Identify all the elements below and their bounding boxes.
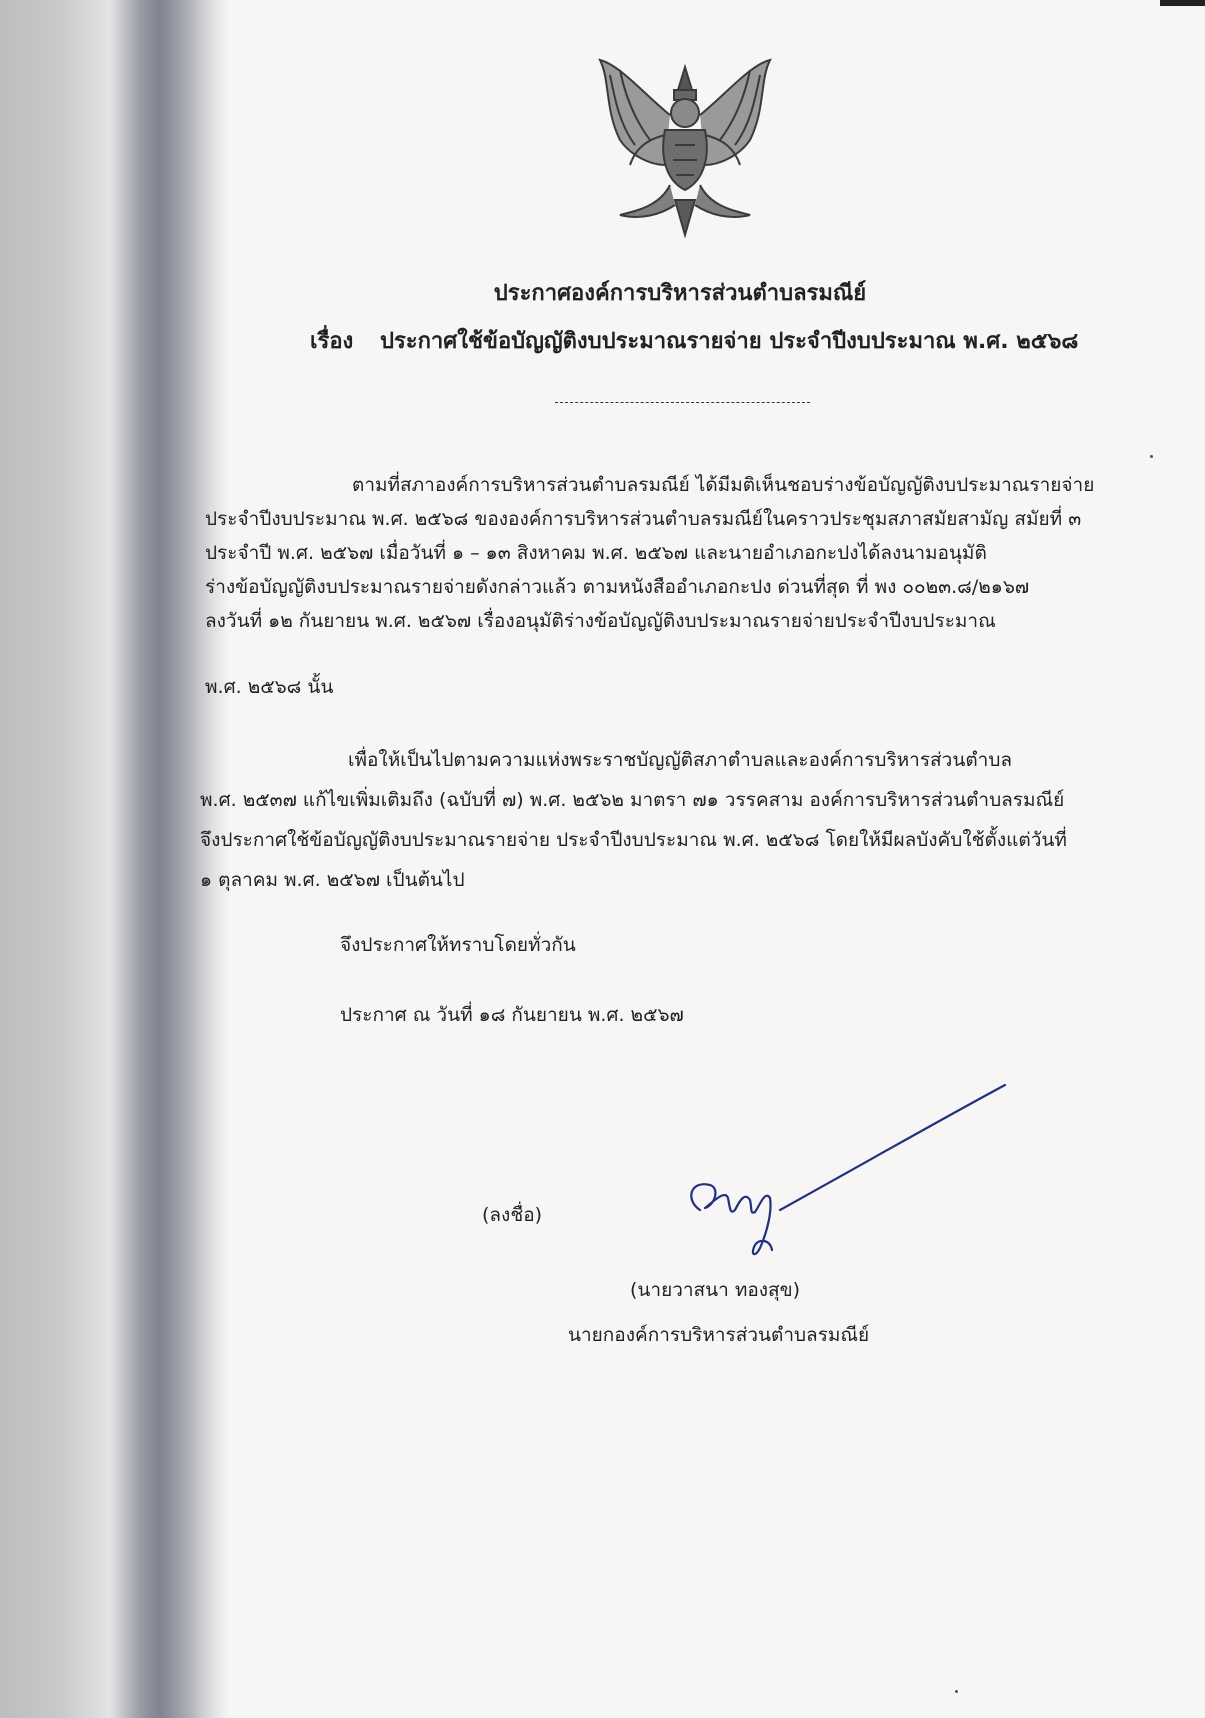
scan-speck <box>1150 455 1153 458</box>
garuda-emblem-icon <box>590 55 780 240</box>
paragraph-line: ประจำปีงบประมาณ พ.ศ. ๒๕๖๘ ขององค์การบริหารส่วนตำบลรมณีย์ในคราวประชุมสภาสมัยสามัญ สมัยที่ ๓ <box>205 508 1082 530</box>
paragraph-line: พ.ศ. ๒๕๖๘ นั้น <box>205 676 334 698</box>
document-title: ประกาศองค์การบริหารส่วนตำบลรมณีย์ <box>493 281 867 306</box>
paragraph-line: จึงประกาศใช้ข้อบัญญัติงบประมาณรายจ่าย ประจำปีงบประมาณ พ.ศ. ๒๕๖๘ โดยให้มีผลบังคับใช้ตั้งแต่วันที่ <box>200 829 1067 851</box>
paragraph-line: ร่างข้อบัญญัติงบประมาณรายจ่ายดังกล่าวแล้ว ตามหนังสืออำเภอกะปง ด่วนที่สุด ที่ พง ๐๐๒๓.๘/๒๑๖๗ <box>205 576 1030 598</box>
date-line: ประกาศ ณ วันที่ ๑๘ กันยายน พ.ศ. ๒๕๖๗ <box>340 1004 684 1026</box>
title-divider <box>555 402 810 403</box>
paragraph-line: ตามที่สภาองค์การบริหารส่วนตำบลรมณีย์ ได้มีมติเห็นชอบร่างข้อบัญญัติงบประมาณรายจ่าย <box>352 474 1095 496</box>
paragraph-line: พ.ศ. ๒๕๓๗ แก้ไขเพิ่มเติมถึง (ฉบับที่ ๗) พ.ศ. ๒๕๖๒ มาตรา ๗๑ วรรคสาม องค์การบริหารส่วนตำบลรมณีย์ <box>200 789 1065 811</box>
handwritten-signature <box>680 1080 1010 1280</box>
scan-speck <box>955 1690 958 1693</box>
signed-label: (ลงชื่อ) <box>482 1204 543 1226</box>
signer-name: (นายวาสนา ทองสุข) <box>630 1279 801 1301</box>
paragraph-line: ลงวันที่ ๑๒ กันยายน พ.ศ. ๒๕๖๗ เรื่องอนุมัติร่างข้อบัญญัติงบประมาณรายจ่ายประจำปีงบประมาณ <box>205 610 996 632</box>
subject-label: เรื่อง <box>310 329 354 354</box>
announcement-line: จึงประกาศให้ทราบโดยทั่วกัน <box>340 934 576 956</box>
binding-shadow <box>0 0 230 1718</box>
document-subject <box>310 323 1079 358</box>
corner-mark <box>1160 0 1205 6</box>
subject-text: ประกาศใช้ข้อบัญญัติงบประมาณรายจ่าย ประจำปีงบประมาณ พ.ศ. ๒๕๖๘ <box>380 329 1079 354</box>
paragraph-line: ประจำปี พ.ศ. ๒๕๖๗ เมื่อวันที่ ๑ – ๑๓ สิงหาคม พ.ศ. ๒๕๖๗ และนายอำเภอกะปงได้ลงนามอนุมัติ <box>205 542 987 564</box>
paragraph-line: ๑ ตุลาคม พ.ศ. ๒๕๖๗ เป็นต้นไป <box>200 869 465 891</box>
paragraph-line: เพื่อให้เป็นไปตามความแห่งพระราชบัญญัติสภาตำบลและองค์การบริหารส่วนตำบล <box>348 749 1013 771</box>
signer-position: นายกองค์การบริหารส่วนตำบลรมณีย์ <box>568 1324 870 1346</box>
